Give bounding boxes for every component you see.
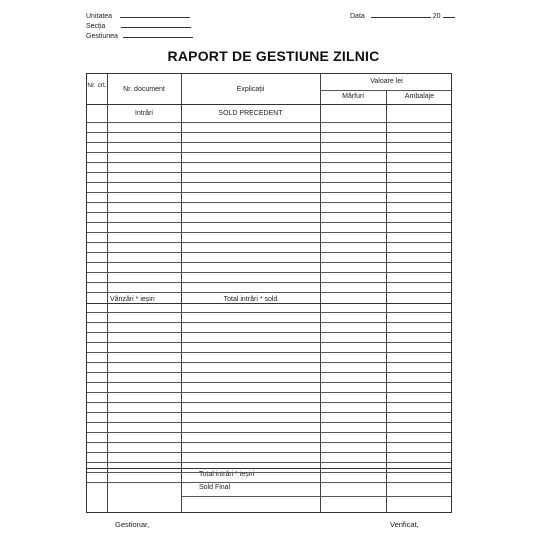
page-title: RAPORT DE GESTIUNE ZILNIC — [167, 48, 380, 64]
sales-label: Vânzări * ieșiri — [110, 296, 155, 303]
section-field — [86, 22, 191, 31]
table-row-line — [87, 332, 451, 333]
table-row-line — [87, 292, 451, 293]
date-label: Data — [350, 13, 365, 20]
table-row-line — [87, 272, 451, 273]
table-row-line — [87, 422, 451, 423]
table-row-line — [87, 412, 451, 413]
table-row-line — [87, 152, 451, 153]
final-balance-label: Sold Final — [199, 484, 231, 491]
table-row-line — [87, 362, 451, 363]
col-packaging-header: Ambalaje — [404, 93, 435, 100]
header-bottom-line — [87, 104, 451, 105]
manager-signature-label: Gestionar, — [115, 520, 150, 529]
table-row-line — [87, 472, 451, 473]
section-label: Secția — [86, 23, 106, 30]
col-goods-header: Mărfuri — [342, 93, 364, 100]
table-row-line — [87, 462, 451, 463]
table-row-line — [87, 232, 451, 233]
col-expl-header: Explicații — [236, 86, 265, 93]
table-row-line — [87, 452, 451, 453]
table-row-line — [87, 402, 451, 403]
year-line[interactable] — [443, 12, 455, 18]
unit-line[interactable] — [120, 12, 190, 18]
table-row-line — [87, 122, 451, 123]
table-row-line — [87, 322, 451, 323]
col-doc-header: Nr. document — [123, 86, 165, 93]
totals-line — [87, 482, 451, 483]
table-row-line — [87, 282, 451, 283]
unit-field — [86, 12, 190, 21]
table-row-line — [87, 132, 451, 133]
table-row-line — [87, 142, 451, 143]
totals-line — [87, 468, 451, 469]
table-row-line — [87, 212, 451, 213]
value-header-divider — [320, 90, 451, 91]
table-row-line — [87, 172, 451, 173]
date-line[interactable] — [371, 12, 431, 18]
total-entries-balance-label: Total intrări * sold — [223, 296, 278, 303]
col-divider — [107, 74, 108, 512]
col-nr-header: Nr. crt. — [87, 82, 107, 89]
col-divider — [181, 74, 182, 512]
col-divider — [320, 74, 321, 512]
management-line[interactable] — [123, 32, 193, 38]
table-row-line — [87, 222, 451, 223]
table-row-line — [87, 192, 451, 193]
unit-label: Unitatea — [86, 13, 113, 20]
report-table — [86, 73, 452, 513]
table-row-line — [87, 262, 451, 263]
table-row-line — [87, 202, 451, 203]
total-entries-exits-label: Total intrări * ieșiri — [199, 471, 255, 478]
table-row-line — [87, 303, 451, 304]
management-label: Gestiunea — [86, 33, 118, 40]
table-row-line — [87, 432, 451, 433]
previous-balance-label: SOLD PRECEDENT — [218, 110, 283, 117]
totals-line — [181, 496, 451, 497]
table-row-line — [87, 312, 451, 313]
section-line[interactable] — [121, 22, 191, 28]
table-row-line — [87, 442, 451, 443]
table-row-line — [87, 342, 451, 343]
table-row-line — [87, 352, 451, 353]
table-row-line — [87, 252, 451, 253]
table-row-line — [87, 372, 451, 373]
table-row-line — [87, 382, 451, 383]
verified-signature-label: Verificat, — [390, 520, 419, 529]
entries-label: Intrări — [135, 110, 153, 117]
col-divider — [386, 90, 387, 512]
table-row-line — [87, 162, 451, 163]
table-row-line — [87, 242, 451, 243]
col-value-header: Valoare lei — [370, 78, 403, 85]
date-field — [350, 12, 455, 21]
table-row-line — [87, 392, 451, 393]
management-field — [86, 32, 193, 41]
table-row-line — [87, 182, 451, 183]
year-prefix: 20 — [432, 13, 441, 20]
